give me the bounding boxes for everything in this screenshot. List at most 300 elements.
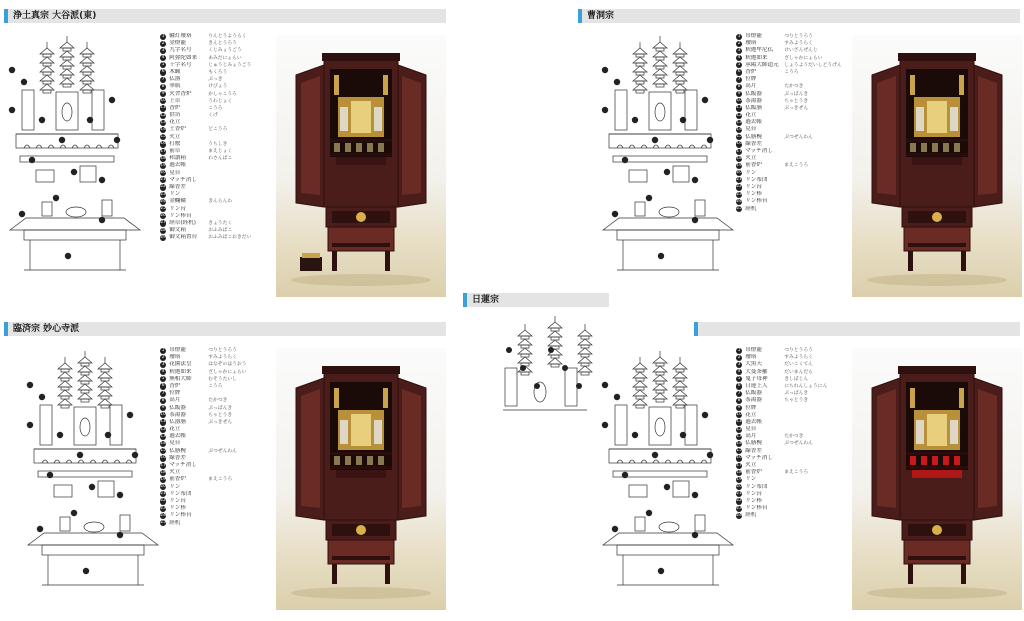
legend-row [160, 47, 251, 54]
legend-nichiren [736, 347, 827, 520]
legend-row [736, 162, 842, 169]
item-reading: けびょう [208, 84, 228, 90]
item-number-badge: 20 [160, 170, 166, 176]
legend-row [160, 397, 247, 404]
item-number-badge: 21 [736, 491, 742, 497]
item-number-badge: 10 [736, 412, 742, 418]
legend-row [160, 469, 247, 476]
item-reading: たかつき [784, 84, 804, 90]
legend-row [160, 376, 247, 383]
item-name: 花立 [745, 411, 757, 418]
item-name: 花園法皇 [169, 361, 192, 368]
legend-row [736, 347, 827, 354]
legend-row [736, 134, 842, 141]
legend-row [160, 198, 251, 205]
item-name: マッチ消し [745, 454, 773, 461]
legend-row [736, 83, 842, 90]
legend-rinzai [160, 347, 247, 527]
legend-row [736, 170, 842, 177]
item-name: 輪灯瓔珞 [169, 33, 192, 39]
item-name: リン棒台 [169, 212, 192, 219]
legend-row [736, 126, 842, 133]
item-number-badge: 21 [160, 177, 166, 183]
legend-row [160, 520, 247, 527]
item-number-badge: 22 [736, 184, 742, 190]
item-name: 見台 [745, 126, 757, 133]
item-name: 金燈籠 [169, 40, 186, 47]
item-name: 仏膳椀 [745, 133, 762, 140]
item-reading: にちれんしょうにん [784, 383, 828, 389]
item-name: リン棒台 [745, 505, 768, 512]
item-name: 経机 [745, 512, 757, 519]
legend-row [736, 512, 827, 519]
item-reading: もくろう [208, 69, 228, 75]
item-name: マッチ消し [169, 462, 197, 468]
item-number-badge: 18 [160, 469, 166, 475]
legend-row [160, 448, 247, 455]
item-number-badge: 6 [737, 69, 741, 75]
item-reading: おふみばこ [208, 228, 233, 234]
item-number-badge: 6 [161, 383, 165, 389]
item-number-badge: 17 [736, 148, 742, 154]
item-name: 木蝋 [169, 68, 181, 75]
legend-row [736, 91, 842, 98]
legend-row [160, 234, 251, 241]
legend-row [736, 33, 842, 40]
item-reading: すみようらく [784, 41, 813, 47]
item-number-badge: 19 [160, 476, 166, 482]
item-number-badge: 15 [160, 448, 166, 454]
item-name: 茶湯器 [745, 397, 762, 404]
item-name: マッチ消し [745, 148, 773, 154]
item-number-badge: 8 [161, 83, 165, 89]
item-name: リン台 [745, 490, 762, 497]
legend-row [160, 162, 251, 169]
item-number-badge: 15 [736, 134, 742, 140]
legend-row [736, 405, 827, 412]
legend-row [736, 191, 842, 198]
item-name: リン布団 [745, 483, 768, 490]
legend-row [160, 191, 251, 198]
legend-row [736, 198, 842, 205]
item-name: リン [745, 476, 757, 483]
item-name: 瓔珞 [169, 354, 181, 361]
item-reading: ちゃとうき [784, 398, 809, 404]
item-reading: しょうようだいしどうげん [784, 62, 842, 68]
item-name: 前香炉 [745, 469, 762, 476]
item-number-badge: 5 [161, 62, 165, 68]
legend-row [160, 419, 247, 426]
item-name: リン棒 [169, 505, 186, 512]
legend-row [160, 134, 251, 141]
item-name: 高月 [169, 397, 181, 404]
item-number-badge: 4 [737, 55, 741, 61]
item-reading: くげ [208, 113, 218, 119]
item-number-badge: 16 [736, 141, 742, 147]
item-name: 線香差 [169, 183, 186, 190]
section-header-jodo: 浄土真宗 大谷派(東) [4, 9, 446, 23]
item-number-badge: 20 [160, 484, 166, 490]
item-number-badge: 11 [736, 419, 742, 425]
item-number-badge: 5 [161, 376, 165, 382]
legend-soto [736, 33, 842, 213]
item-name: 花立 [169, 426, 181, 433]
legend-row [160, 98, 251, 105]
legend-row [160, 62, 251, 69]
item-number-badge: 2 [737, 354, 741, 360]
item-number-badge: 23 [160, 191, 166, 197]
item-name: 火立 [169, 469, 181, 476]
item-name: 高月 [745, 433, 757, 440]
item-name: 線香差 [169, 454, 186, 461]
item-reading: じゅうじみょうごう [208, 62, 252, 68]
item-number-badge: 18 [160, 155, 166, 161]
item-name: 和讃箱 [169, 155, 186, 162]
legend-row [160, 33, 251, 40]
item-name: 吊燈籠 [169, 347, 186, 353]
item-name: 承陽大師道元 [745, 61, 779, 68]
section-header-rinzai: 臨済宗 妙心寺派 [4, 322, 446, 336]
legend-row [160, 126, 251, 133]
item-name: 経卓(経机) [169, 219, 196, 226]
item-name: 見台 [169, 440, 181, 447]
legend-row [736, 440, 827, 447]
item-number-badge: 1 [737, 347, 741, 353]
legend-row [736, 397, 827, 404]
item-reading: まえこうろ [208, 477, 233, 483]
item-number-badge: 19 [160, 162, 166, 168]
item-name: リン [745, 169, 757, 176]
item-reading: こうろ [208, 105, 223, 111]
item-name: リン [169, 483, 181, 490]
item-name: 仏飯器 [745, 390, 762, 397]
legend-row [160, 440, 247, 447]
altar-photo-jodo [276, 35, 446, 297]
legend-row [160, 484, 247, 491]
altar-photo-nichiren [852, 348, 1022, 610]
item-number-badge: 24 [160, 198, 166, 204]
legend-row [160, 476, 247, 483]
legend-row [736, 141, 842, 148]
item-number-badge: 8 [737, 397, 741, 403]
item-number-badge: 12 [736, 426, 742, 432]
item-number-badge: 12 [736, 112, 742, 118]
item-name: 花立 [169, 119, 181, 126]
altar-diagram-jodo [2, 30, 152, 300]
item-number-badge: 25 [160, 206, 166, 211]
legend-row [160, 462, 247, 469]
item-name: 仏飯膳 [745, 104, 762, 111]
item-name: 過去帳 [169, 162, 186, 169]
item-number-badge: 27 [160, 220, 166, 226]
item-name: 無相大師 [169, 375, 192, 382]
item-number-badge: 1 [737, 33, 741, 39]
item-number-badge: 25 [160, 520, 166, 525]
legend-row [160, 361, 247, 368]
item-name: 茶湯器 [745, 97, 762, 104]
item-name: 前卓 [169, 148, 181, 154]
item-reading: りんとうようらく [208, 34, 247, 39]
legend-row [160, 433, 247, 440]
item-number-badge: 3 [737, 47, 741, 53]
item-name: 釈迦牟尼仏 [745, 47, 774, 54]
legend-row [160, 455, 247, 462]
legend-row [160, 412, 247, 419]
item-reading: ぶっきぜん [208, 419, 233, 425]
item-reading: ちゃとうき [208, 412, 233, 418]
item-number-badge: 13 [160, 119, 166, 125]
legend-row [736, 76, 842, 83]
item-number-badge: 11 [736, 105, 742, 111]
legend-row [736, 469, 827, 476]
item-name: 見台 [169, 169, 181, 176]
legend-row [736, 412, 827, 419]
item-number-badge: 22 [160, 184, 166, 190]
item-reading: どこうろ [208, 127, 228, 133]
item-number-badge: 20 [736, 484, 742, 490]
item-reading: うわじょく [208, 98, 233, 104]
item-name: 十字名号 [169, 61, 192, 68]
item-name: リン台 [169, 497, 186, 504]
legend-row [160, 69, 251, 76]
legend-row [160, 148, 251, 155]
item-name: 仏飯器 [745, 90, 762, 97]
item-name: 供笥 [169, 112, 181, 119]
item-reading: きんらんわ [208, 199, 233, 205]
item-reading: おふみばこおきだい [208, 235, 252, 241]
legend-row [736, 433, 827, 440]
legend-row [736, 491, 827, 498]
legend-row [736, 498, 827, 505]
legend-row [736, 383, 827, 390]
item-name: 前香炉 [745, 162, 762, 169]
item-number-badge: 13 [736, 119, 742, 125]
item-name: 御文箱置台 [169, 234, 198, 241]
item-name: 大黒天 [745, 361, 762, 368]
item-reading: あみだにょらい [208, 55, 242, 61]
item-reading: うちしき [208, 141, 228, 147]
legend-row [160, 55, 251, 62]
legend-row [736, 376, 827, 383]
legend-row [736, 448, 827, 455]
legend-row [736, 455, 827, 462]
legend-row [736, 69, 842, 76]
item-number-badge: 4 [737, 369, 741, 375]
item-number-badge: 10 [736, 98, 742, 104]
legend-row [160, 83, 251, 90]
item-reading: わさんばこ [208, 156, 233, 162]
item-number-badge: 2 [737, 40, 741, 46]
item-reading: ちゃとうき [784, 98, 809, 104]
legend-row [160, 354, 247, 361]
item-name: 吊燈籠 [745, 347, 762, 353]
item-number-badge: 28 [160, 227, 166, 233]
item-number-badge: 6 [737, 383, 741, 389]
item-name: 九字名号 [169, 47, 192, 54]
legend-row [160, 91, 251, 98]
item-name: 御文箱 [169, 227, 186, 234]
item-number-badge: 19 [736, 476, 742, 482]
legend-row [160, 112, 251, 119]
item-reading: ぶっぱんき [784, 91, 809, 97]
legend-row [736, 98, 842, 105]
legend-row [160, 227, 251, 234]
item-reading: まえじょく [208, 149, 233, 154]
item-reading: かしゃこうろ [208, 91, 237, 97]
item-name: 位牌 [745, 404, 757, 411]
item-number-badge: 26 [160, 213, 166, 219]
item-reading: だいこくてん [784, 362, 813, 368]
legend-row [736, 206, 842, 213]
item-number-badge: 29 [160, 234, 166, 240]
item-name: 仏膳椀 [169, 447, 186, 454]
item-number-badge: 16 [160, 141, 166, 147]
item-name: 仏器 [169, 76, 181, 83]
item-number-badge: 21 [160, 491, 166, 497]
item-number-badge: 14 [736, 126, 742, 132]
item-reading: はなぞのほうおう [208, 362, 247, 368]
item-number-badge: 3 [737, 361, 741, 367]
item-name: 仏器膳 [169, 418, 186, 425]
item-name: リン棒 [745, 497, 762, 504]
item-number-badge: 9 [737, 91, 741, 96]
item-number-badge: 17 [160, 462, 166, 468]
item-reading: つりとうろう [784, 34, 813, 39]
item-name: リン棒 [745, 191, 762, 198]
item-reading: すみようらく [784, 355, 813, 361]
legend-row [736, 112, 842, 119]
item-number-badge: 25 [736, 206, 742, 211]
item-number-badge: 10 [160, 98, 166, 104]
item-number-badge: 14 [160, 440, 166, 446]
item-name: 釈迦如来 [169, 368, 192, 375]
item-name: 経机 [169, 519, 181, 526]
item-number-badge: 22 [160, 498, 166, 504]
item-name: リン台 [745, 183, 762, 190]
item-number-badge: 15 [736, 448, 742, 454]
legend-row [160, 220, 251, 227]
item-number-badge: 10 [160, 412, 166, 418]
legend-row [160, 40, 251, 47]
item-reading: つりとうろう [208, 348, 237, 353]
item-number-badge: 20 [736, 170, 742, 176]
item-number-badge: 5 [737, 376, 741, 382]
item-name: 前香炉 [169, 476, 186, 483]
item-number-badge: 12 [160, 426, 166, 432]
item-name: マッチ消し [169, 176, 197, 183]
item-number-badge: 13 [736, 433, 742, 439]
item-reading: こうろ [208, 383, 223, 389]
legend-row [160, 119, 251, 126]
item-name: 華瓶 [169, 83, 181, 90]
item-name: 花立 [745, 112, 757, 119]
item-name: 仏膳椀 [745, 440, 762, 447]
legend-row [160, 347, 247, 354]
item-number-badge: 14 [160, 126, 166, 132]
item-name: 阿弥陀如来 [169, 54, 198, 61]
item-reading: きょうたく [208, 220, 233, 226]
section-header-blank [694, 322, 1020, 336]
legend-row [160, 505, 247, 512]
item-number-badge: 9 [161, 91, 165, 96]
legend-row [736, 505, 827, 512]
section-header-nichiren: 日蓮宗 [463, 293, 609, 307]
item-name: 経机 [745, 205, 757, 212]
item-name: 過去帳 [745, 119, 762, 126]
altar-photo-rinzai [276, 348, 446, 610]
item-number-badge: 2 [161, 354, 165, 360]
item-name: リン棒台 [169, 512, 192, 519]
item-name: 大曼荼羅 [745, 368, 768, 375]
legend-row [160, 512, 247, 519]
legend-row [160, 206, 251, 213]
legend-row [736, 476, 827, 483]
item-number-badge: 24 [160, 512, 166, 518]
item-name: 茶湯器 [169, 411, 186, 418]
item-name: 日蓮上人 [745, 382, 768, 389]
item-name: 香炉 [169, 104, 181, 111]
item-number-badge: 17 [160, 148, 166, 154]
legend-row [160, 491, 247, 498]
item-name: 位牌 [745, 76, 757, 83]
item-name: 仏飯器 [169, 404, 186, 411]
legend-row [736, 155, 842, 162]
item-number-badge: 4 [161, 369, 165, 375]
item-number-badge: 8 [737, 83, 741, 89]
legend-row [160, 390, 247, 397]
item-reading: むそうたいし [208, 376, 237, 382]
item-name: 土香炉 [169, 126, 186, 133]
legend-row [160, 184, 251, 191]
altar-diagram-soto [595, 30, 745, 300]
legend-row [736, 390, 827, 397]
item-number-badge: 19 [736, 162, 742, 168]
item-name: 香炉 [169, 382, 181, 389]
item-number-badge: 17 [736, 462, 742, 468]
item-number-badge: 5 [737, 62, 741, 68]
item-number-badge: 3 [161, 361, 165, 367]
legend-row [736, 361, 827, 368]
item-reading: ぶっきぜん [784, 105, 809, 111]
item-number-badge: 6 [161, 69, 165, 75]
item-reading: まえこうろ [784, 163, 809, 169]
legend-row [160, 155, 251, 162]
item-name: リン [169, 191, 181, 198]
item-reading: ぶっき [208, 77, 223, 83]
item-number-badge: 23 [160, 505, 166, 511]
item-name: 上卓 [169, 97, 181, 104]
legend-row [736, 40, 842, 47]
item-number-badge: 7 [737, 390, 741, 396]
item-reading: たかつき [208, 398, 228, 404]
legend-row [160, 141, 251, 148]
item-reading: すみようらく [208, 355, 237, 361]
item-number-badge: 8 [161, 397, 165, 403]
section-header-soto: 曹洞宗 [578, 9, 1020, 23]
item-name: 瓔珞 [745, 354, 757, 361]
item-name: 線香差 [745, 447, 762, 454]
item-number-badge: 18 [736, 155, 742, 161]
altar-photo-soto [852, 35, 1022, 297]
item-reading: けいざんぜんじ [784, 48, 818, 54]
item-reading: くじみょうごう [208, 48, 242, 54]
item-reading: ぶっぱんき [784, 391, 809, 397]
item-number-badge: 15 [160, 134, 166, 140]
item-reading: ぶつぜんわん [784, 134, 813, 140]
legend-row [736, 369, 827, 376]
item-name: 見台 [745, 426, 757, 433]
item-number-badge: 3 [161, 47, 165, 53]
